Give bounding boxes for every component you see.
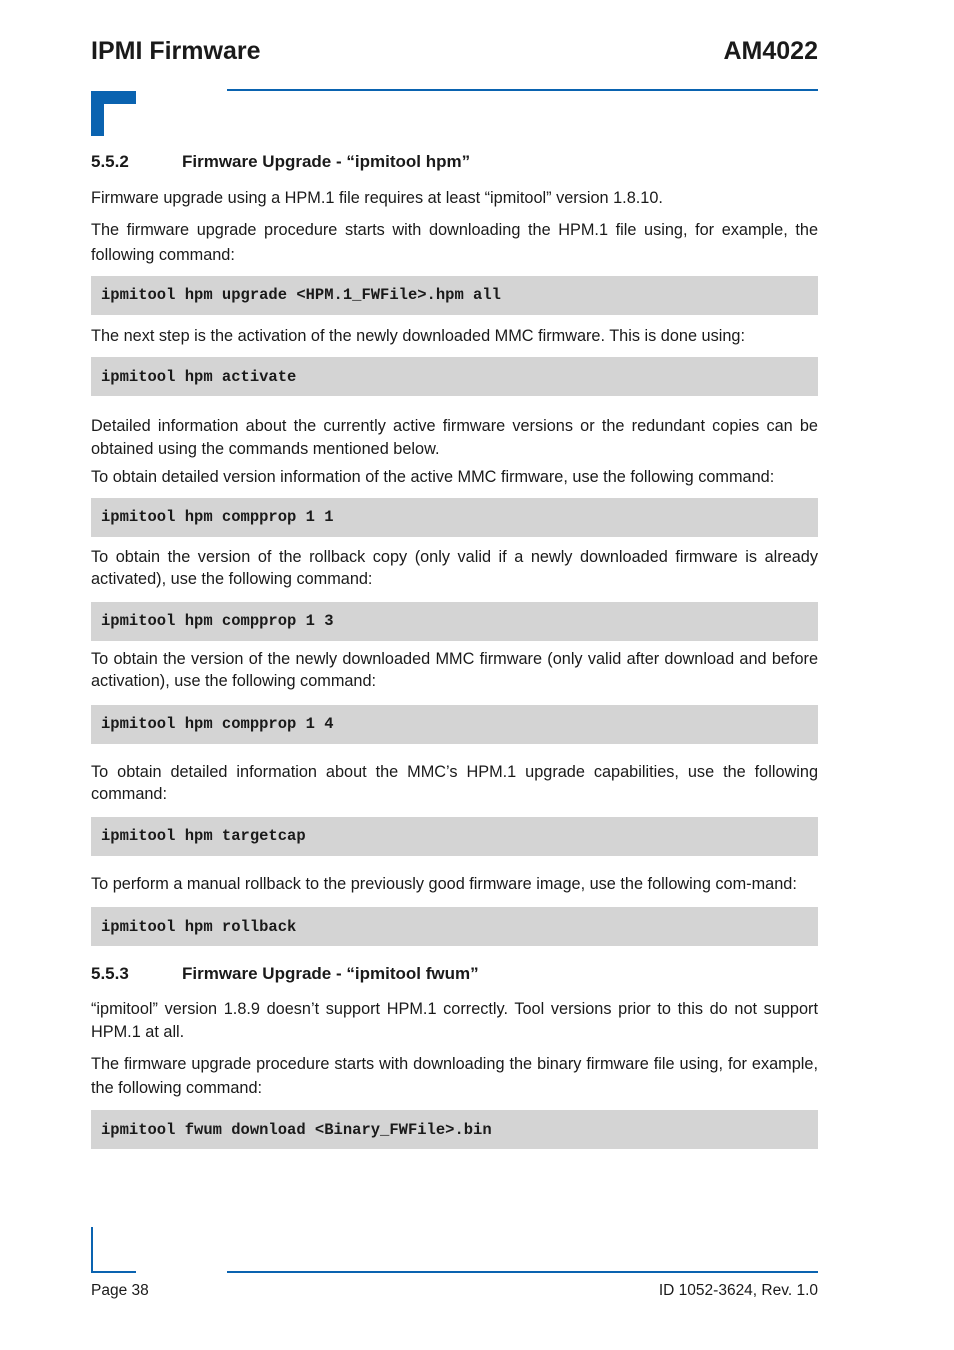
section-number: 5.5.3 <box>91 964 129 983</box>
paragraph: To obtain detailed information about the MMC’s HPM.1 upgrade capabilities, use the following command: <box>91 762 818 803</box>
paragraph: To obtain the version of the rollback copy (only valid if a newly downloaded firmware is already activated), use the following command: <box>91 547 818 588</box>
section-number: 5.5.2 <box>91 152 129 171</box>
code-block: ipmitool fwum download <Binary_FWFile>.bin <box>91 1110 818 1149</box>
header-rule <box>227 89 818 91</box>
code-block: ipmitool hpm rollback <box>91 907 818 946</box>
paragraph: To obtain detailed version information of the active MMC firmware, use the following command: <box>91 468 775 486</box>
paragraph: “ipmitool” version 1.8.9 doesn’t support HPM.1 correctly. Tool versions prior to this do not support HPM.1 at all. <box>91 1000 818 1041</box>
code-block: ipmitool hpm upgrade <HPM.1_FWFile>.hpm all <box>91 276 818 315</box>
corner-mark <box>91 91 136 104</box>
code-block: ipmitool hpm targetcap <box>91 817 818 856</box>
section-title: Firmware Upgrade - “ipmitool fwum” <box>182 964 479 983</box>
section-heading-5-5-3 <box>91 964 818 984</box>
paragraph: The next step is the activation of the newly downloaded MMC firmware. This is done using: <box>91 326 745 345</box>
paragraph: To perform a manual rollback to the previously good firmware image, use the following com-mand: <box>91 874 797 893</box>
footer-rule <box>227 1271 818 1273</box>
header-product: AM4022 <box>723 37 818 65</box>
paragraph: Detailed information about the currently active firmware versions or the redundant copies can be obtained using the commands mentioned below. <box>91 417 818 458</box>
section-heading-5-5-2 <box>91 152 818 172</box>
paragraph: To obtain the version of the newly downloaded MMC firmware (only valid after download and before activation), use the following command: <box>91 649 818 690</box>
code-block: ipmitool hpm compprop 1 3 <box>91 602 818 641</box>
paragraph: The firmware upgrade procedure starts with downloading the HPM.1 file using, for example, the following command: <box>91 220 818 264</box>
section-title: Firmware Upgrade - “ipmitool hpm” <box>182 152 471 171</box>
document-id: ID 1052-3624, Rev. 1.0 <box>658 1282 818 1299</box>
paragraph: Firmware upgrade using a HPM.1 file requires at least “ipmitool” version 1.8.10. <box>91 189 663 207</box>
header-title: IPMI Firmware <box>91 37 261 65</box>
page-number: Page 38 <box>91 1282 149 1299</box>
paragraph: The firmware upgrade procedure starts with downloading the binary firmware file using, for example, the following command: <box>91 1055 818 1097</box>
footer-mark <box>91 1227 93 1272</box>
code-block: ipmitool hpm compprop 1 1 <box>91 498 818 537</box>
code-block: ipmitool hpm compprop 1 4 <box>91 705 818 744</box>
page-content <box>91 152 818 1149</box>
footer-mark <box>91 1271 136 1273</box>
code-block: ipmitool hpm activate <box>91 357 818 396</box>
